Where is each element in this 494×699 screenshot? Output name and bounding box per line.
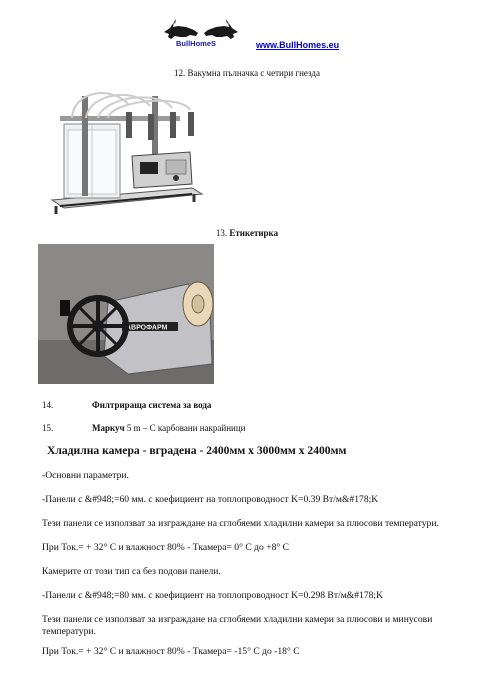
vacuum-filler-image bbox=[42, 82, 208, 220]
paragraph-panels-60-usage: Тези панели се използват за изграждане на сглобяеми хладилни камери за плюсови температури. bbox=[42, 518, 439, 529]
machine-brand-label: АВРОФАРМ bbox=[126, 324, 168, 332]
list-item-15-bold: Маркуч bbox=[92, 423, 125, 433]
list-item-15-number: 15. bbox=[42, 423, 54, 433]
list-item-15-rest: 5 m – С карбовани накрайници bbox=[124, 423, 246, 433]
paragraph-panels-80-temp: При Ток.= + 32° С и влажност 80% - Ткамера= -15° С до -18° С bbox=[42, 646, 300, 657]
paragraph-basic-params: -Основни параметри. bbox=[42, 470, 129, 481]
labeler-image bbox=[38, 244, 214, 384]
caption-vacuum-filler: 12. Вакумна пълначка с четири гнезда bbox=[174, 68, 320, 78]
paragraph-panels-60: -Панели с &#948;=60 мм. с коефициент на топлопроводност K=0.39 Вт/м&#178;K bbox=[42, 494, 379, 505]
logo-text: BullHomeS bbox=[176, 39, 217, 48]
list-item-15-text bbox=[92, 423, 245, 434]
website-link[interactable]: www.BullHomes.eu bbox=[256, 40, 340, 50]
paragraph-panels-60-temp: При Ток.= + 32° С и влажност 80% - Ткамера= 0° С до +8° С bbox=[42, 542, 290, 553]
paragraph-panels-80-usage: Тези панели се използват за изграждане на сглобяеми хладилни камери за плюсови и минусови температури. bbox=[42, 614, 433, 637]
paragraph-no-floor: Камерите от този тип са без подови панели. bbox=[42, 566, 221, 577]
section-heading: Хладилна камера - вградена - 2400мм x 3000мм x 2400мм bbox=[47, 444, 347, 457]
caption-labeler-label: Етикетирка bbox=[229, 228, 279, 238]
caption-labeler-number: 13. bbox=[215, 228, 230, 238]
list-item-14-text: Филтрираща система за вода bbox=[92, 400, 212, 410]
paragraph-panels-80: -Панели с &#948;=80 мм. с коефициент на топлопроводност K=0.298 Вт/м&#178;K bbox=[42, 590, 384, 601]
caption-labeler bbox=[0, 228, 494, 239]
list-item-14-number: 14. bbox=[42, 400, 54, 410]
